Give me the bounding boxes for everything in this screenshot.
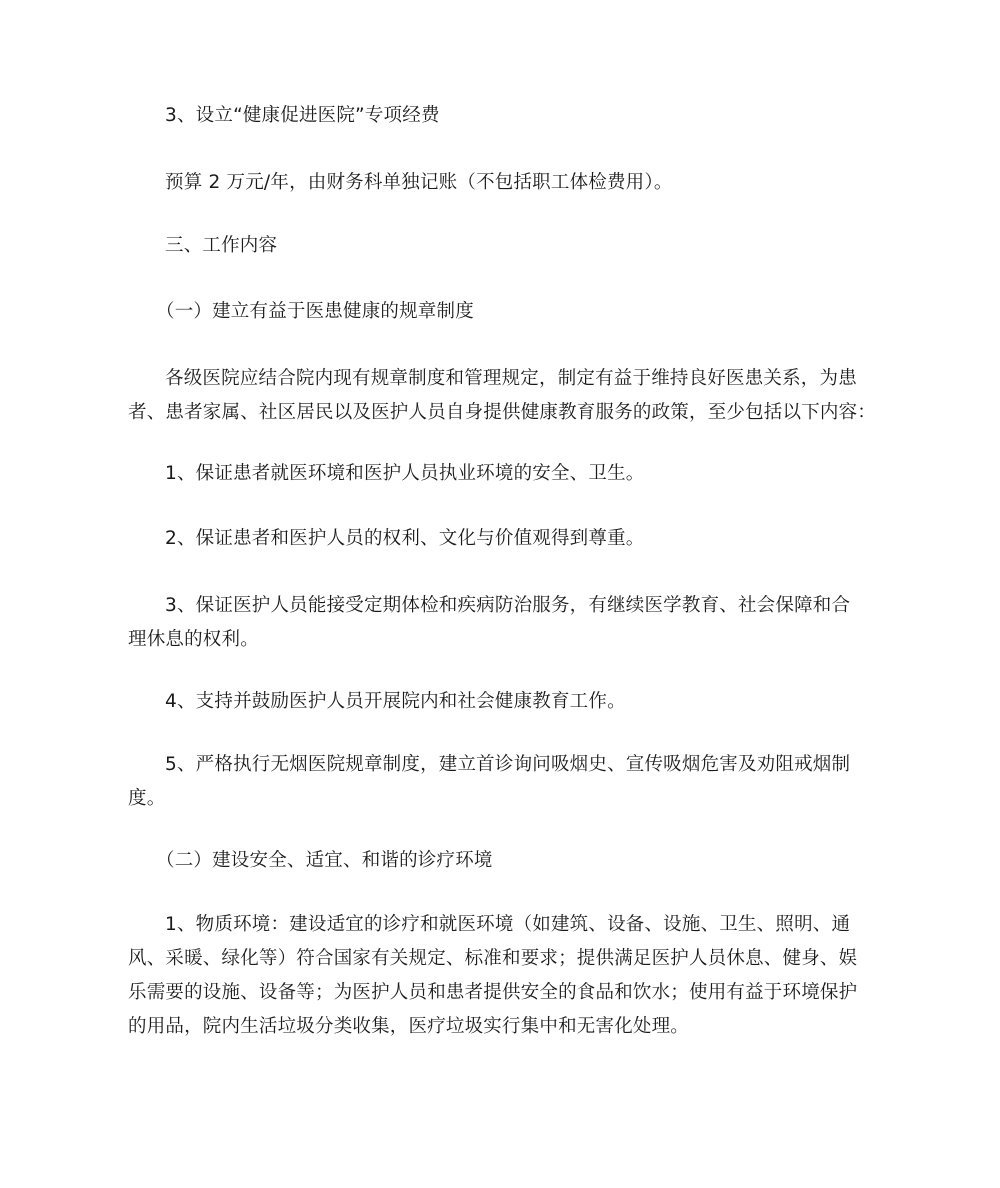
text-line: 预算 2 万元/年，由财务科单独记账（不包括职工体检费用）。 (165, 172, 673, 193)
text-line: 各级医院应结合院内现有规章制度和管理规定，制定有益于维持良好医患关系，为患 (165, 368, 857, 389)
text-line: 3、保证医护人员能接受定期体检和疾病防治服务，有继续医学教育、社会保障和合 (165, 595, 851, 616)
list-item-2 (128, 522, 884, 556)
text-line: 理休息的权利。 (128, 629, 259, 650)
text-line: 1、物质环境：建设适宜的诊疗和就医环境（如建筑、设备、设施、卫生、照明、通 (165, 914, 851, 935)
text-line: 2、保证患者和医护人员的权利、文化与价值观得到尊重。 (165, 528, 645, 549)
text-line: 1、保证患者就医环境和医护人员执业环境的安全、卫生。 (165, 463, 645, 484)
section-heading-work-content (128, 229, 884, 263)
list-item-4 (128, 685, 884, 719)
text-line: 者、患者家属、社区居民以及医护人员自身提供健康教育服务的政策，至少包括以下内容： (128, 402, 877, 423)
text-line: 5、严格执行无烟医院规章制度，建立首诊询问吸烟史、宣传吸烟危害及劝阻戒烟制 (165, 754, 851, 775)
text-line: 风、采暖、绿化等）符合国家有关规定、标准和要求；提供满足医护人员休息、健身、娱 (128, 948, 858, 969)
subsection-heading-environment (128, 844, 884, 878)
text-line: 的用品，院内生活垃圾分类收集，医疗垃圾实行集中和无害化处理。 (128, 1016, 690, 1037)
list-item-5 (128, 748, 884, 816)
paragraph-policy-intro (128, 362, 884, 430)
text-line: 4、支持并鼓励医护人员开展院内和社会健康教育工作。 (165, 691, 626, 712)
text-line: （一）建立有益于医患健康的规章制度 (156, 301, 474, 322)
text-line: 3、设立“健康促进医院”专项经费 (165, 105, 440, 126)
list-item-1 (128, 457, 884, 491)
text-line: 乐需要的设施、设备等；为医护人员和患者提供安全的食品和饮水；使用有益于环境保护 (128, 982, 858, 1003)
text-line: 度。 (128, 788, 166, 809)
paragraph-physical-environment (128, 908, 884, 1044)
list-item-3 (128, 589, 884, 657)
text-line: （二）建设安全、适宜、和谐的诊疗环境 (156, 850, 493, 871)
paragraph-budget (128, 166, 884, 200)
text-line: 三、工作内容 (165, 235, 278, 256)
subsection-heading-rules (128, 295, 884, 329)
paragraph-special-fund-heading (128, 99, 884, 133)
